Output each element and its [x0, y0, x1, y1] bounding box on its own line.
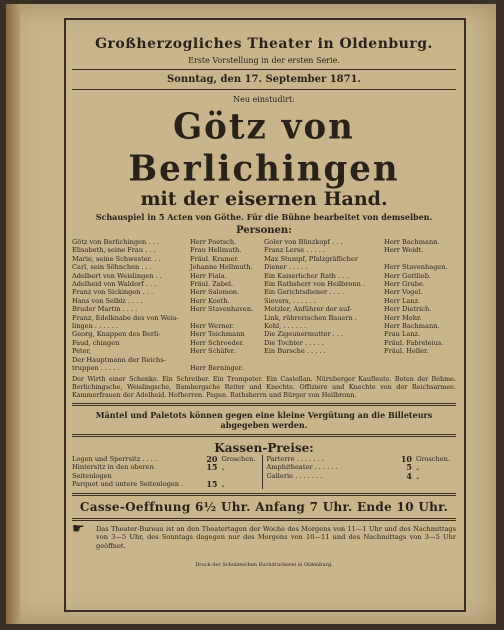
- price-name: Logen und Sperrsitz . . . .: [72, 454, 157, 463]
- price-name: Gallerie . . . . . . .: [266, 471, 323, 480]
- cast-row: [264, 255, 456, 263]
- role: Franz Lerse . . . . .: [264, 246, 326, 255]
- price-unit: Groschen.: [221, 454, 256, 463]
- role: lingen . . . . . .: [72, 322, 118, 331]
- role: truppen . . . . .: [72, 364, 120, 373]
- price-name: Parterre . . . . . . .: [266, 454, 324, 463]
- role: Ein Gerichtsdiener . . . .: [264, 288, 344, 297]
- cast-row: [264, 288, 456, 296]
- cast-row: [72, 347, 264, 355]
- role: Marie, seine Schwester. . .: [72, 254, 161, 263]
- price-unit: Groschen.: [416, 454, 450, 463]
- actor: [358, 255, 456, 263]
- actor: Herr Dietrich.: [384, 305, 432, 314]
- cast-row: [264, 280, 456, 288]
- price-row: [267, 455, 457, 464]
- cast-row: [264, 339, 456, 347]
- price-row: [267, 463, 457, 472]
- actor: Herr Weidt.: [384, 246, 424, 255]
- actor: Fräul. Kramer.: [190, 254, 239, 263]
- actor: Herr Schroeder.: [190, 338, 245, 347]
- divider: [72, 434, 456, 437]
- role: Elisabeth, seine Frau . . .: [72, 246, 156, 255]
- price-name: Amphitheater . . . . . .: [266, 463, 338, 472]
- divider: [72, 493, 456, 496]
- actor: Herr Gottlieb.: [384, 271, 432, 280]
- actor: Herr Bachmann.: [384, 322, 440, 331]
- role: Metzler, Anführer der auf-: [264, 305, 352, 314]
- price-row: [72, 463, 262, 480]
- actor: Herr Schäfer.: [190, 347, 236, 356]
- cast-row: [264, 347, 456, 355]
- actor: Herr Berninger.: [190, 364, 244, 373]
- role: Ein Rathsherr von Heilbronn .: [264, 280, 366, 289]
- cast-row: [72, 314, 264, 322]
- actor: Herr Mohr.: [384, 313, 422, 322]
- price-table: [72, 455, 456, 489]
- price-row: [267, 472, 457, 481]
- divider: [72, 89, 456, 90]
- cast-row: [72, 272, 264, 280]
- cast-row: [72, 322, 264, 330]
- actor: Fräul. Fabreleius.: [384, 338, 444, 347]
- actor: Fräul. Zabel.: [190, 280, 234, 289]
- cast-row: [264, 322, 456, 330]
- cast-row: [72, 305, 264, 313]
- role: Adelheid von Waldorf . . .: [72, 280, 157, 289]
- price-value: 15: [206, 462, 218, 473]
- playbill-page: [6, 4, 496, 624]
- actor: Frau Hellmuth.: [190, 246, 242, 255]
- cast-row: [72, 297, 264, 305]
- actor: [179, 314, 264, 322]
- cast-row: [72, 288, 264, 296]
- times-line: Casse-Oeffnung 6½ Uhr. Anfang 7 Uhr. Ende 10 Uhr.: [79, 499, 449, 514]
- price-value: 20: [206, 453, 218, 464]
- cast-column-right: [264, 238, 456, 373]
- theatre-name: Großherzogliches Theater in Oldenburg.: [95, 36, 433, 52]
- role: Ein Bursche . . . . .: [264, 347, 326, 356]
- cast-row: [72, 263, 264, 271]
- actor: Herr Salomon.: [190, 288, 240, 297]
- actor: [190, 356, 264, 364]
- role: Kohl, . . . . . .: [264, 322, 307, 331]
- date-line: Sonntag, den 17. September 1871.: [166, 74, 362, 85]
- actor: Herr Koeth.: [190, 296, 230, 305]
- play-subtitle: mit der eisernen Hand.: [140, 188, 388, 210]
- divider: [72, 403, 456, 406]
- persons-heading: Personen:: [236, 225, 292, 236]
- cast-row: [72, 364, 264, 372]
- printer-credit: Druck der Schulzeschen Buchdruckerei in Oldenburg.: [195, 562, 333, 569]
- price-value: 15: [206, 479, 218, 490]
- cast-row: [72, 280, 264, 288]
- actor: Johanne Hellmuth.: [190, 263, 253, 272]
- extras-paragraph: Der Wirth einer Schenke. Ein Schreiber. Ein Trompeter. Ein Castellan. Nürnberger Kaufleute. Boten der Behme. Berlichingsche, Weislingsche, Bambergsche Reiter und Knechte. Offiziere und Knechte von der Reichsarmee. Kammerfrauen der Adelheid. Hofherren. Pagen. Rathsherrn und Bürger von Heilbronn.: [72, 374, 456, 399]
- cast-row: [264, 263, 456, 271]
- price-row: [72, 455, 262, 464]
- actor: Herr Fiala.: [190, 271, 227, 280]
- role: Goler von Blinzkopf . . .: [264, 238, 343, 246]
- divider: [72, 518, 456, 521]
- cast-row: [264, 330, 456, 338]
- cast-row: [72, 339, 264, 347]
- book-spine: [6, 4, 20, 624]
- cast-row: [264, 246, 456, 254]
- new-production-label: Neu einstudirt:: [233, 95, 295, 104]
- actor: Herr Stavenhagen.: [384, 263, 448, 272]
- role: Die Zigeunermutter . . .: [264, 330, 344, 339]
- role: Max Stumpf, Pfalzgräflicher: [264, 254, 358, 263]
- actor: Frau Lanz.: [384, 330, 421, 339]
- actor: Herr Teichmann: [190, 330, 245, 339]
- price-name: Parquet und untere Seitenlogen .: [72, 480, 184, 489]
- office-notice: Das Theater-Bureau ist an den Theatertagen der Woche des Morgens von 11—1 Uhr und des Nachmittags von 3—5 Uhr, des Sonntags dagegen nur des Morgens von 10—11 und des Nachmittags von 3—5 Uhr geöffnet.: [96, 524, 456, 550]
- actor: Herr Grube.: [384, 280, 425, 289]
- role: Die Tochter . . . . .: [264, 338, 324, 347]
- cast-row: [72, 255, 264, 263]
- role: Sievers, . . . . . .: [264, 296, 316, 305]
- genre-line: Schauspiel in 5 Acten von Göthe. Für die Bühne bearbeitet von demselben.: [95, 212, 433, 222]
- price-value: 5: [406, 462, 412, 473]
- pointing-hand-icon: ☛: [72, 520, 85, 537]
- price-row: [72, 480, 262, 489]
- cast-row: [72, 330, 264, 338]
- price-unit: „: [416, 471, 420, 480]
- price-unit: „: [221, 480, 225, 489]
- role: Götz von Berlichingen . . .: [72, 238, 159, 246]
- cast-row: [72, 238, 264, 246]
- price-value: 4: [406, 470, 412, 481]
- price-column-right: [262, 455, 457, 489]
- role: Adelbert von Weislingen . .: [72, 271, 162, 280]
- role: Georg, Knappen des Berli-: [72, 330, 161, 339]
- actor: Herr Poetsch.: [190, 238, 237, 246]
- cast-row: [264, 238, 456, 246]
- price-unit: „: [416, 463, 420, 472]
- actor: Fräul. Heller.: [384, 347, 429, 356]
- price-value: 10: [400, 453, 412, 464]
- role: Bruder Martin . . . .: [72, 305, 138, 314]
- cast-row: [72, 356, 264, 364]
- office-notice-block: [72, 520, 456, 550]
- cast-row: [264, 314, 456, 322]
- role: Peter,: [72, 347, 92, 356]
- role: Hans von Selbiz . . . .: [72, 296, 143, 305]
- cast-row: [264, 305, 456, 313]
- cast-row: [264, 297, 456, 305]
- price-column-left: [72, 455, 262, 489]
- role: Ein Kaiserlicher Rath . . .: [264, 271, 349, 280]
- divider: [72, 69, 456, 70]
- cast-column-left: [72, 238, 264, 373]
- prices-heading: Kassen-Preise:: [214, 440, 314, 455]
- cloak-notice: Mäntel und Paletots können gegen eine kleine Vergütung an die Billeteurs abgegeben werden.: [95, 409, 433, 430]
- playbill-content: [72, 24, 456, 568]
- price-name: Hintersitz in den oberen Seitenlogen: [72, 463, 154, 480]
- actor: Herr Lanz.: [384, 296, 421, 305]
- performance-note: Erste Vorstellung in der ersten Serie.: [188, 56, 340, 65]
- role: Link, rührerischen Bauern .: [264, 313, 357, 322]
- actor: Herr Bachmann.: [384, 238, 440, 246]
- actor: Herr Stavenhaven.: [190, 305, 254, 314]
- cast-list: [72, 238, 456, 373]
- role: Diener . . . . .: [264, 263, 308, 272]
- cast-row: [72, 246, 264, 254]
- actor: Herr Vogel.: [384, 288, 423, 297]
- actor: Herr Werner.: [190, 322, 235, 331]
- role: Faud, chingen: [72, 338, 120, 347]
- play-title: Götz von Berlichingen: [128, 106, 400, 190]
- price-unit: „: [221, 463, 225, 472]
- cast-row: [264, 272, 456, 280]
- role: Franz von Sickingen . . .: [72, 288, 154, 297]
- role: Franz, Edelknabe des von Weis-: [72, 313, 179, 322]
- role: Der Hauptmann der Reichs-: [72, 355, 166, 364]
- role: Carl, sein Söhnchen . . .: [72, 263, 152, 272]
